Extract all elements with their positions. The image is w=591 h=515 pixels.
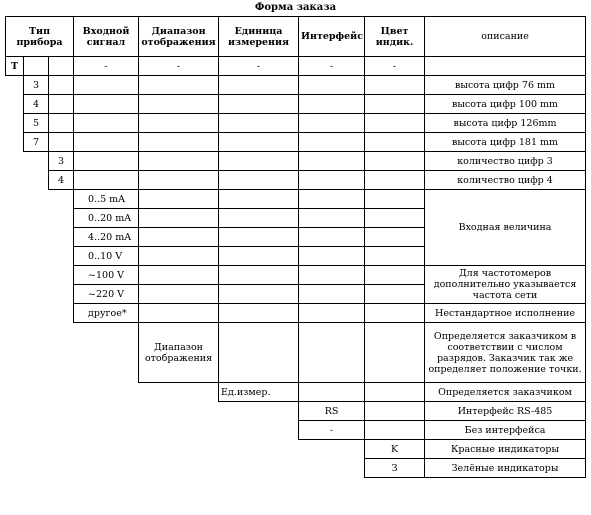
header-color: Цвет индик.	[365, 17, 425, 57]
header-description: описание	[425, 17, 586, 57]
digits-description: количество цифр 4	[425, 171, 586, 190]
input-signal: ~100 V	[74, 266, 139, 285]
frequency-description: Для частотомеров дополнительно указывается частота сети	[425, 266, 586, 304]
header-unit: Единица измерения	[219, 17, 299, 57]
table-row-height-5	[6, 114, 586, 133]
height-description: высота цифр 181 mm	[425, 133, 586, 152]
interface-description: Интерфейс RS-485	[425, 402, 586, 421]
order-table	[5, 16, 586, 478]
form-title: Форма заказа	[254, 2, 337, 13]
table-row-height-4	[6, 95, 586, 114]
table-row-unit	[6, 383, 586, 402]
height-description: высота цифр 126mm	[425, 114, 586, 133]
table-row-input-100v	[6, 266, 586, 285]
interface-code: -	[299, 421, 365, 440]
input-signal: другое*	[74, 304, 139, 323]
unit-description: Определяется заказчиком	[425, 383, 586, 402]
table-row-digits-3	[6, 152, 586, 171]
height-description: высота цифр 76 mm	[425, 76, 586, 95]
interface-description: Без интерфейса	[425, 421, 586, 440]
color-description: Красные индикаторы	[425, 440, 586, 459]
height-code: 7	[24, 133, 49, 152]
input-signal: 0..20 mA	[74, 209, 139, 228]
input-signal: ~220 V	[74, 285, 139, 304]
height-description: высота цифр 100 mm	[425, 95, 586, 114]
table-row-height-3	[6, 76, 586, 95]
digits-code: 3	[49, 152, 74, 171]
table-row-digits-4	[6, 171, 586, 190]
table-row-input-other	[6, 304, 586, 323]
table-row-height-7	[6, 133, 586, 152]
device-code-cell: T	[6, 57, 24, 76]
interface-code: RS	[299, 402, 365, 421]
color-code: K	[365, 440, 425, 459]
color-description: Зелёные индикаторы	[425, 459, 586, 478]
custom-description: Нестандартное исполнение	[425, 304, 586, 323]
height-code: 3	[24, 76, 49, 95]
height-code: 5	[24, 114, 49, 133]
table-row-color-red	[6, 440, 586, 459]
digits-code: 4	[49, 171, 74, 190]
header-type: Тип прибора	[6, 17, 74, 57]
input-signal: 4..20 mA	[74, 228, 139, 247]
digits-description: количество цифр 3	[425, 152, 586, 171]
input-description: Входная величина	[425, 190, 586, 266]
table-row-interface-rs	[6, 402, 586, 421]
input-signal: 0..5 mA	[74, 190, 139, 209]
table-row-range	[6, 323, 586, 383]
color-code: З	[365, 459, 425, 478]
range-code: Диапазон отображения	[139, 323, 219, 383]
input-signal: 0..10 V	[74, 247, 139, 266]
table-row-device-code: T - - - - -	[6, 57, 586, 76]
table-row-input-0-5ma	[6, 190, 586, 209]
header-range: Диапазон отображения	[139, 17, 219, 57]
height-code: 4	[24, 95, 49, 114]
range-description: Определяется заказчиком в соответствии с числом разрядов. Заказчик так же определяет положение точки.	[425, 323, 586, 383]
unit-code: Ед.измер.	[219, 383, 299, 402]
header-input: Входной сигнал	[74, 17, 139, 57]
header-row	[6, 17, 586, 57]
header-interface: Интерфейс	[299, 17, 365, 57]
